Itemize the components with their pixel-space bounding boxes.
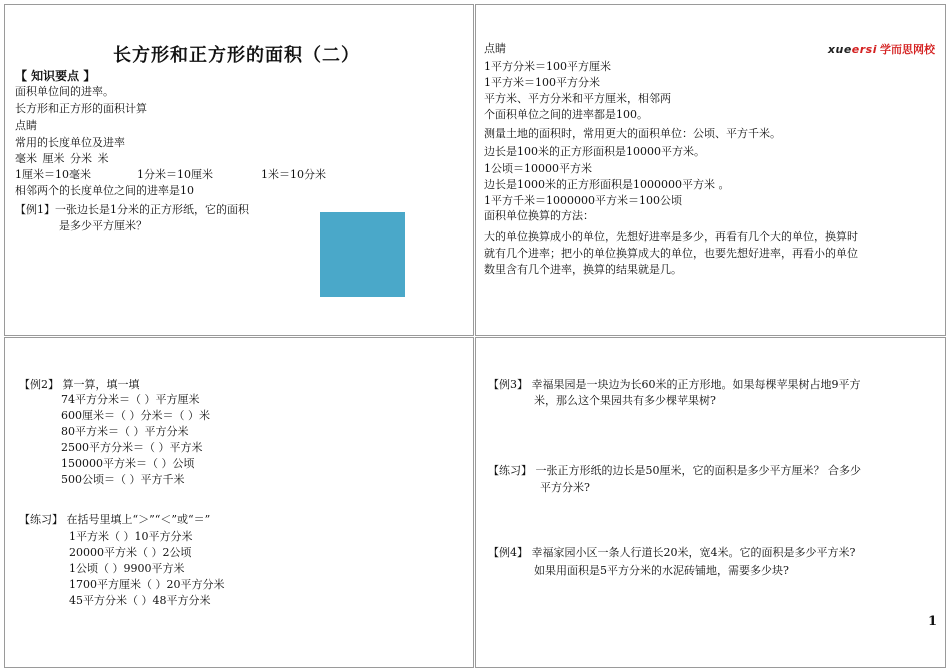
text-line: 平方米、平方分米和平方厘米，相邻两 xyxy=(484,92,671,105)
text-line: 边长是1000米的正方形面积是1000000平方米 。 xyxy=(484,178,730,191)
text-line: 点睛 xyxy=(484,42,506,55)
compare-item: 1700平方厘米（ ）20平方分米 xyxy=(69,578,225,591)
text-line: 大的单位换算成小的单位，先想好进率是多少，再看有几个大的单位，换算时 xyxy=(484,230,858,243)
knowledge-points-label: 【 知识要点 】 xyxy=(15,69,96,83)
text-line: 就有几个进率；把小的单位换算成大的单位，也要先想好进率，再看小的单位 xyxy=(484,247,858,260)
example-2-heading: 【例2】 算一算，填一填 xyxy=(19,378,140,391)
text-line: 面积单位间的进率。 xyxy=(15,85,114,98)
practice-heading: 【练习】 在括号里填上“＞”“＜”或“＝” xyxy=(19,513,211,526)
text-line: 个面积单位之间的进率都是100。 xyxy=(484,108,648,121)
text-line: 点睛 xyxy=(15,119,37,132)
slide-3 xyxy=(4,337,474,668)
text-line: 1公顷＝10000平方米 xyxy=(484,162,592,175)
text-line: 毫米 厘米 分米 米 xyxy=(15,152,109,165)
blue-square xyxy=(320,212,405,297)
xueersi-logo: xueersi 学而思网校 xyxy=(827,43,935,56)
example-1-text: 【例1】一张边长是1分米的正方形纸，它的面积 xyxy=(15,203,249,216)
compare-item: 1公顷（ ）9900平方米 xyxy=(69,562,185,575)
text-line: 1平方分米＝100平方厘米 xyxy=(484,60,611,73)
fill-in-item: 74平方分米＝（ ）平方厘米 xyxy=(61,393,200,406)
example-3-text: 米，那么这个果园共有多少棵苹果树? xyxy=(534,394,716,407)
text-line: 常用的长度单位及进率 xyxy=(15,136,125,149)
text-line: 长方形和正方形的面积计算 xyxy=(15,102,147,115)
fill-in-item: 500公顷＝（ ）平方千米 xyxy=(61,473,185,486)
fill-in-item: 150000平方米＝（ ）公顷 xyxy=(61,457,195,470)
conversion-text: 1分米＝10厘米 xyxy=(137,168,213,181)
example-1-text: 是多少平方厘米？ xyxy=(59,219,147,232)
fill-in-item: 2500平方分米＝（ ）平方米 xyxy=(61,441,203,454)
conversion-text: 1厘米＝10毫米 xyxy=(15,168,91,181)
compare-item: 20000平方米（ ）2公顷 xyxy=(69,546,192,559)
text-line: 边长是100米的正方形面积是10000平方米。 xyxy=(484,145,705,158)
example-3-text: 【例3】 幸福果园是一块边为长60米的正方形地。如果每棵苹果树占地9平方 xyxy=(488,378,861,391)
text-line: 1平方米＝100平方分米 xyxy=(484,76,600,89)
fill-in-item: 80平方米＝（ ）平方分米 xyxy=(61,425,189,438)
practice-text: 平方分米? xyxy=(540,481,590,494)
fill-in-item: 600厘米＝（ ）分米＝（ ）米 xyxy=(61,409,210,422)
example-4-text: 如果用面积是5平方分米的水泥砖铺地，需要多少块? xyxy=(534,564,789,577)
text-line: 相邻两个的长度单位之间的进率是10 xyxy=(15,184,194,197)
slide-1 xyxy=(4,4,474,336)
text-line: 1平方千米＝1000000平方米＝100公顷 xyxy=(484,194,682,207)
text-line: 测量土地的面积时，常用更大的面积单位：公顷、平方千米。 xyxy=(484,127,781,140)
example-4-text: 【例4】 幸福家园小区一条人行道长20米，宽4米。它的面积是多少平方米? xyxy=(488,546,856,559)
compare-item: 1平方米（ ）10平方分米 xyxy=(69,530,193,543)
practice-text: 【练习】 一张正方形纸的边长是50厘米，它的面积是多少平方厘米？ 合多少 xyxy=(488,464,861,477)
page-number: 1 xyxy=(927,614,937,629)
slide-2 xyxy=(475,4,946,336)
text-line: 数里含有几个进率，换算的结果就是几。 xyxy=(484,263,682,276)
text-line: 面积单位换算的方法： xyxy=(484,209,594,222)
conversion-text: 1米＝10分米 xyxy=(261,168,326,181)
slide-4 xyxy=(475,337,946,668)
compare-item: 45平方分米（ ）48平方分米 xyxy=(69,594,211,607)
page-title: 长方形和正方形的面积（二） xyxy=(113,45,360,66)
